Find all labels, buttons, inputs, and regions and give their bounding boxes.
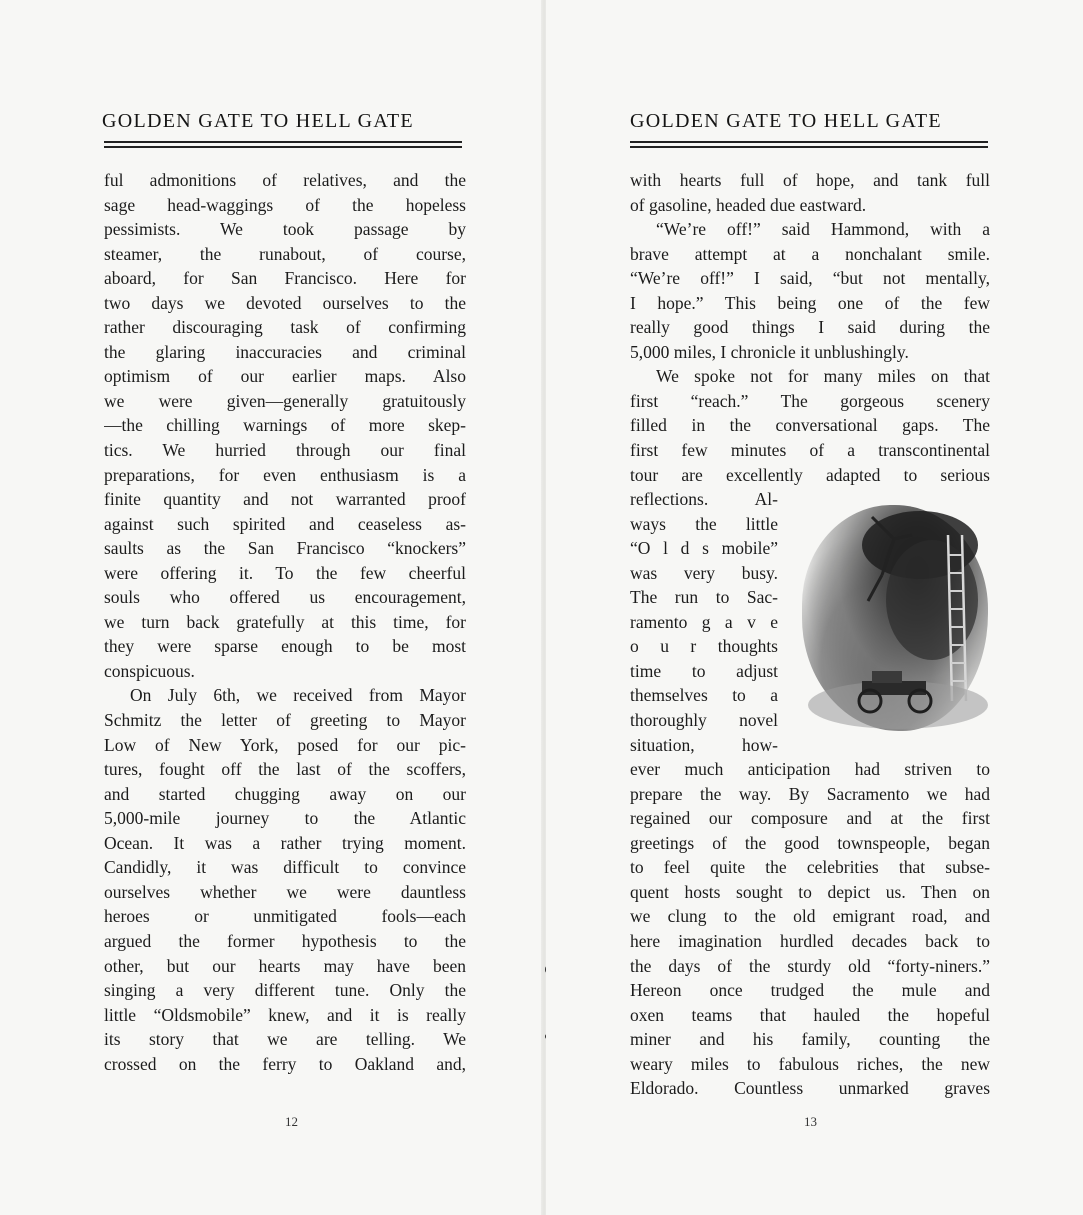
text-line: finite quantity and not warranted proof	[104, 489, 466, 510]
text-line: crossed on the ferry to Oakland and,	[104, 1053, 466, 1074]
left-body-text	[104, 168, 466, 1076]
text-line: Hereon once trudged the mule and	[630, 980, 990, 1001]
text-line: first “reach.” The gorgeous scenery	[630, 390, 990, 411]
text-line: and started chugging away on our	[104, 783, 466, 804]
text-line: really good things I said during the	[630, 317, 990, 338]
text-line: optimism of our earlier maps. Also	[104, 366, 466, 387]
text-line: preparations, for even enthusiasm is a	[104, 464, 466, 485]
text-line: 5,000-mile journey to the Atlantic	[104, 808, 466, 829]
text-line: —the chilling warnings of more skep-	[104, 415, 466, 436]
text-line: miner and his family, counting the	[630, 1029, 990, 1050]
text-line: regained our composure and at the first	[630, 808, 990, 829]
text-line: we turn back gratefully at this time, for	[104, 611, 466, 632]
right-page-number: 13	[804, 1114, 817, 1129]
text-line: time to adjust	[630, 660, 778, 681]
text-line: we clung to the old emigrant road, and	[630, 906, 990, 927]
text-line: ramento g a v e	[630, 611, 778, 632]
text-line: Schmitz the letter of greeting to Mayor	[104, 710, 466, 731]
text-line: “We’re off!” I said, “but not mentally,	[630, 268, 990, 289]
text-line: quent hosts sought to depict us. Then on	[630, 881, 990, 902]
text-line: Candidly, it was difficult to convince	[104, 857, 466, 878]
tree-and-car-photograph	[802, 505, 988, 731]
photo-sketch	[802, 505, 988, 731]
text-line: aboard, for San Francisco. Here for	[104, 268, 466, 289]
text-line: prepare the way. By Sacramento we had	[630, 783, 990, 804]
text-line: greetings of the good townspeople, began	[630, 832, 990, 853]
text-line: two days we devoted ourselves to the	[104, 292, 466, 313]
text-line: thoroughly novel	[630, 710, 778, 731]
text-line: steamer, the runabout, of course,	[104, 243, 466, 264]
text-line: situation, how-	[630, 734, 778, 755]
text-line: tics. We hurried through our final	[104, 440, 466, 461]
text-line: they were sparse enough to be most	[104, 636, 466, 657]
text-line: ways the little	[630, 513, 778, 534]
text-line: pessimists. We took passage by	[104, 219, 466, 240]
text-line: ourselves whether we were dauntless	[104, 881, 466, 902]
text-line: We spoke not for many miles on that	[656, 366, 990, 387]
right-page	[546, 0, 1083, 1215]
text-line: other, but our hearts may have been	[104, 955, 466, 976]
text-line: 5,000 miles, I chronicle it unblushingly.	[630, 341, 909, 362]
text-line: singing a very different tune. Only the	[104, 980, 466, 1001]
text-line: tour are excellently adapted to serious	[630, 464, 990, 485]
text-line: its story that we are telling. We	[104, 1029, 466, 1050]
text-line: heroes or unmitigated fools—each	[104, 906, 466, 927]
text-line: to feel quite the celebrities that subse-	[630, 857, 990, 878]
text-line: Ocean. It was a rather trying moment.	[104, 832, 466, 853]
right-header-rule	[630, 141, 988, 148]
left-running-head: GOLDEN GATE TO HELL GATE	[102, 110, 414, 132]
text-line: rather discouraging task of confirming	[104, 317, 466, 338]
text-line: souls who offered us encouragement,	[104, 587, 466, 608]
text-line: oxen teams that hauled the hopeful	[630, 1004, 990, 1025]
left-page-number: 12	[285, 1114, 298, 1129]
text-line: were offering it. To the few cheerful	[104, 562, 466, 583]
text-line: brave attempt at a nonchalant smile.	[630, 243, 990, 264]
text-line: first few minutes of a transcontinental	[630, 440, 990, 461]
text-line: here imagination hurdled decades back to	[630, 930, 990, 951]
text-line: o u r thoughts	[630, 636, 778, 657]
text-line: little “Oldsmobile” knew, and it is really	[104, 1004, 466, 1025]
text-line: Eldorado. Countless unmarked graves	[630, 1078, 990, 1099]
right-running-head: GOLDEN GATE TO HELL GATE	[630, 110, 942, 132]
text-line: ever much anticipation had striven to	[630, 759, 990, 780]
text-line: On July 6th, we received from Mayor	[130, 685, 466, 706]
text-line: “O l d s mobile”	[630, 538, 778, 559]
text-line: of gasoline, headed due eastward.	[630, 194, 867, 215]
text-line: the days of the sturdy old “forty-niners.”	[630, 955, 990, 976]
text-line: The run to Sac-	[630, 587, 778, 608]
text-line: reflections. Al-	[630, 489, 778, 510]
text-line: against such spirited and ceaseless as-	[104, 513, 466, 534]
text-line: saults as the San Francisco “knockers”	[104, 538, 466, 559]
text-line: “We’re off!” said Hammond, with a	[656, 219, 990, 240]
text-line: I hope.” This being one of the few	[630, 292, 990, 313]
text-line: ful admonitions of relatives, and the	[104, 170, 466, 190]
text-line: conspicuous.	[104, 660, 195, 681]
text-line: the glaring inaccuracies and criminal	[104, 341, 466, 362]
text-line: with hearts full of hope, and tank full	[630, 170, 990, 190]
text-line: was very busy.	[630, 562, 778, 583]
text-line: tures, fought off the last of the scoffers,	[104, 759, 466, 780]
text-line: sage head-waggings of the hopeless	[104, 194, 466, 215]
text-line: argued the former hypothesis to the	[104, 930, 466, 951]
text-line: weary miles to fabulous riches, the new	[630, 1053, 990, 1074]
text-line: we were given—generally gratuitously	[104, 390, 466, 411]
left-header-rule	[104, 141, 462, 148]
text-line: themselves to a	[630, 685, 778, 706]
text-line: Low of New York, posed for our pic-	[104, 734, 466, 755]
text-line: filled in the conversational gaps. The	[630, 415, 990, 436]
